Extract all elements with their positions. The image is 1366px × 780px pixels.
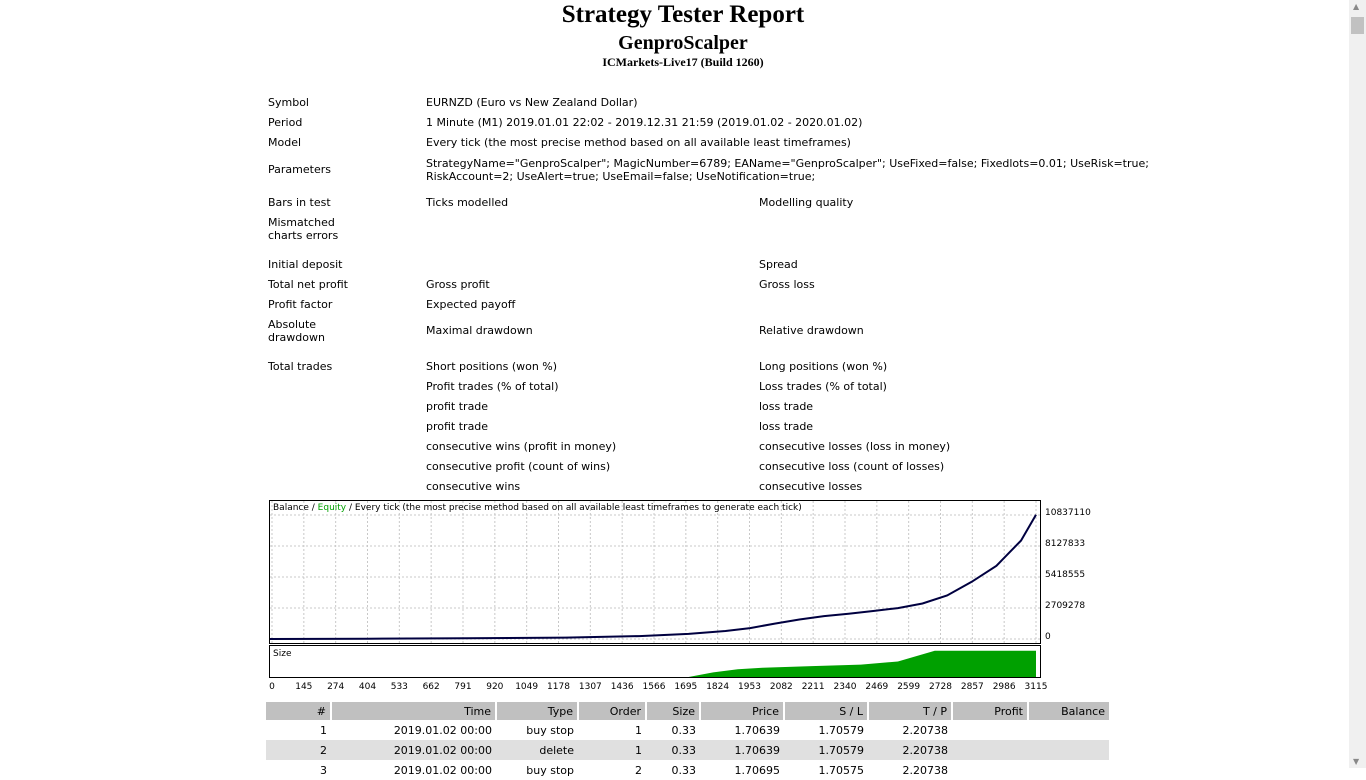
symbol-label: Symbol — [268, 96, 309, 109]
legend-description: / Every tick (the most precise method based on all available least timeframes to generate each tick) — [346, 503, 802, 513]
cell-number: 2 — [266, 740, 331, 760]
gross-profit-label: Gross profit — [426, 278, 490, 291]
y-tick-label: 2709278 — [1045, 601, 1086, 611]
table-row — [266, 760, 1109, 780]
maximal-drawdown-label: Maximal drawdown — [426, 324, 533, 337]
x-tick-label: 791 — [454, 682, 472, 692]
cell-price: 1.70695 — [734, 763, 780, 777]
deals-table — [266, 702, 1109, 780]
period-value: 1 Minute (M1) 2019.01.01 22:02 - 2019.12.31 21:59 (2019.01.02 - 2020.01.02) — [426, 116, 863, 129]
largest-loss-label: loss trade — [759, 400, 814, 413]
col-size: Size — [646, 702, 700, 720]
x-tick-label: 1307 — [578, 682, 602, 692]
size-chart-svg — [270, 646, 1040, 677]
x-tick-label: 2211 — [801, 682, 825, 692]
table-row — [266, 720, 1109, 740]
x-tick-label: 274 — [327, 682, 345, 692]
profit-factor-label: Profit factor — [268, 298, 333, 311]
cell-size: 0.33 — [671, 763, 696, 777]
balance-chart-svg — [270, 501, 1040, 643]
spread-label: Spread — [759, 258, 798, 271]
scroll-up-icon[interactable]: ▲ — [1353, 2, 1360, 11]
quality-label: Modelling quality — [759, 196, 854, 209]
x-tick-label: 1695 — [674, 682, 698, 692]
model-label: Model — [268, 136, 302, 149]
model-value: Every tick (the most precise method based on all available least timeframes) — [426, 136, 851, 149]
x-tick-label: 3115 — [1024, 682, 1048, 692]
col-sl: S / L — [784, 702, 868, 720]
y-tick-label: 8127833 — [1045, 539, 1086, 549]
largest-profit-label: profit trade — [426, 400, 489, 413]
x-tick-label: 2469 — [865, 682, 889, 692]
col-number: # — [266, 702, 331, 720]
max-consecutive-wins-label: consecutive wins (profit in money) — [426, 440, 617, 453]
chart-legend — [273, 503, 802, 513]
x-tick-label: 662 — [422, 682, 440, 692]
x-tick-label: 145 — [295, 682, 313, 692]
mismatch-label-2: charts errors — [268, 229, 339, 242]
legend-balance: Balance — [273, 503, 309, 513]
legend-equity: Equity — [317, 503, 347, 513]
cell-number: 1 — [320, 723, 327, 737]
deals-header-row — [266, 702, 1109, 720]
bars-label: Bars in test — [268, 196, 331, 209]
cell-type: buy stop — [526, 723, 574, 737]
col-type: Type — [496, 702, 578, 720]
total-trades-label: Total trades — [268, 360, 333, 373]
cell-size: 0.33 — [646, 740, 700, 760]
x-tick-label: 404 — [358, 682, 377, 692]
y-tick-label: 0 — [1045, 632, 1051, 642]
cell-sl: 1.70579 — [818, 723, 864, 737]
table-row — [266, 740, 1109, 760]
maximal-consecutive-profit-label: consecutive profit (count of wins) — [426, 460, 611, 473]
ticks-label: Ticks modelled — [426, 196, 509, 209]
absolute-drawdown-label-1: Absolute — [268, 318, 317, 331]
cell-order: 2 — [635, 763, 642, 777]
average-loss-label: loss trade — [759, 420, 814, 433]
size-series-area — [270, 651, 1036, 677]
net-profit-label: Total net profit — [268, 278, 348, 291]
profit-trades-label: Profit trades (% of total) — [426, 380, 559, 393]
x-tick-label: 920 — [486, 682, 504, 692]
col-time: Time — [331, 702, 496, 720]
server-build: ICMarkets-Live17 (Build 1260) — [602, 55, 764, 69]
symbol-value: EURNZD (Euro vs New Zealand Dollar) — [426, 96, 638, 109]
size-chart — [269, 645, 1041, 678]
vertical-scrollbar[interactable] — [1349, 0, 1366, 768]
y-tick-label: 10837110 — [1045, 508, 1091, 518]
average-profit-label: profit trade — [426, 420, 489, 433]
report-title: Strategy Tester Report — [561, 1, 805, 28]
initial-deposit-label: Initial deposit — [268, 258, 343, 271]
col-profit: Profit — [952, 702, 1028, 720]
cell-time: 2019.01.02 00:00 — [331, 740, 496, 760]
cell-tp: 2.20738 — [868, 740, 952, 760]
parameters-line-1: StrategyName="GenproScalper"; MagicNumber=6789; EAName="GenproScalper"; UseFixed=false; Fixedlots=0.01; UseRisk=true; — [426, 157, 1149, 170]
balance-series-line — [270, 515, 1036, 639]
x-tick-label: 2340 — [833, 682, 857, 692]
long-positions-label: Long positions (won %) — [759, 360, 888, 373]
x-tick-label: 1049 — [515, 682, 539, 692]
cell-time: 2019.01.02 00:00 — [393, 763, 492, 777]
short-positions-label: Short positions (won %) — [426, 360, 558, 373]
y-tick-label: 5418555 — [1045, 570, 1086, 580]
cell-profit — [952, 740, 1028, 760]
cell-sl: 1.70579 — [784, 740, 868, 760]
x-tick-label: 1566 — [642, 682, 666, 692]
cell-time: 2019.01.02 00:00 — [393, 723, 492, 737]
x-tick-label: 2986 — [992, 682, 1016, 692]
relative-drawdown-label: Relative drawdown — [759, 324, 864, 337]
ea-name: GenproScalper — [618, 32, 748, 54]
x-tick-label: 1178 — [547, 682, 570, 692]
x-tick-label: 2082 — [769, 682, 793, 692]
max-consecutive-losses-label: consecutive losses (loss in money) — [759, 440, 951, 453]
x-tick-label: 1953 — [738, 682, 761, 692]
col-tp: T / P — [868, 702, 952, 720]
x-tick-label: 533 — [390, 682, 408, 692]
mismatch-label-1: Mismatched — [268, 216, 335, 229]
parameters-label: Parameters — [268, 163, 331, 176]
x-tick-label: 2728 — [929, 682, 952, 692]
cell-order: 1 — [578, 740, 646, 760]
cell-profit — [952, 760, 1028, 780]
gross-loss-label: Gross loss — [759, 278, 815, 291]
balance-chart — [269, 500, 1041, 644]
col-balance: Balance — [1028, 702, 1109, 720]
cell-size: 0.33 — [671, 723, 696, 737]
cell-tp: 2.20738 — [902, 763, 948, 777]
maximal-consecutive-loss-label: consecutive loss (count of losses) — [759, 460, 945, 473]
cell-price: 1.70639 — [734, 723, 780, 737]
cell-order: 1 — [635, 723, 642, 737]
cell-balance — [1028, 760, 1109, 780]
absolute-drawdown-label-2: drawdown — [268, 331, 325, 344]
cell-type: buy stop — [526, 763, 574, 777]
parameters-line-2: RiskAccount=2; UseAlert=true; UseEmail=false; UseNotification=true; — [426, 170, 816, 183]
size-label: Size — [273, 649, 292, 659]
loss-trades-label: Loss trades (% of total) — [759, 380, 887, 393]
scroll-down-icon[interactable]: ▼ — [1353, 757, 1360, 766]
x-tick-label: 2599 — [897, 682, 921, 692]
x-tick-label: 2857 — [960, 682, 984, 692]
col-price: Price — [700, 702, 784, 720]
avg-consecutive-wins-label: consecutive wins — [426, 480, 521, 493]
x-tick-label: 1824 — [706, 682, 730, 692]
period-label: Period — [268, 116, 303, 129]
legend-separator: / — [308, 503, 318, 513]
cell-type: delete — [496, 740, 578, 760]
cell-tp: 2.20738 — [902, 723, 948, 737]
cell-sl: 1.70575 — [818, 763, 864, 777]
cell-balance — [1028, 740, 1109, 760]
cell-profit — [952, 720, 1028, 740]
cell-number: 3 — [320, 763, 327, 777]
cell-balance — [1028, 720, 1109, 740]
x-tick-label: 0 — [269, 682, 275, 692]
x-tick-label: 1436 — [610, 682, 634, 692]
col-order: Order — [578, 702, 646, 720]
scrollbar-thumb[interactable] — [1351, 17, 1364, 34]
expected-payoff-label: Expected payoff — [426, 298, 516, 311]
cell-price: 1.70639 — [700, 740, 784, 760]
avg-consecutive-losses-label: consecutive losses — [759, 480, 863, 493]
